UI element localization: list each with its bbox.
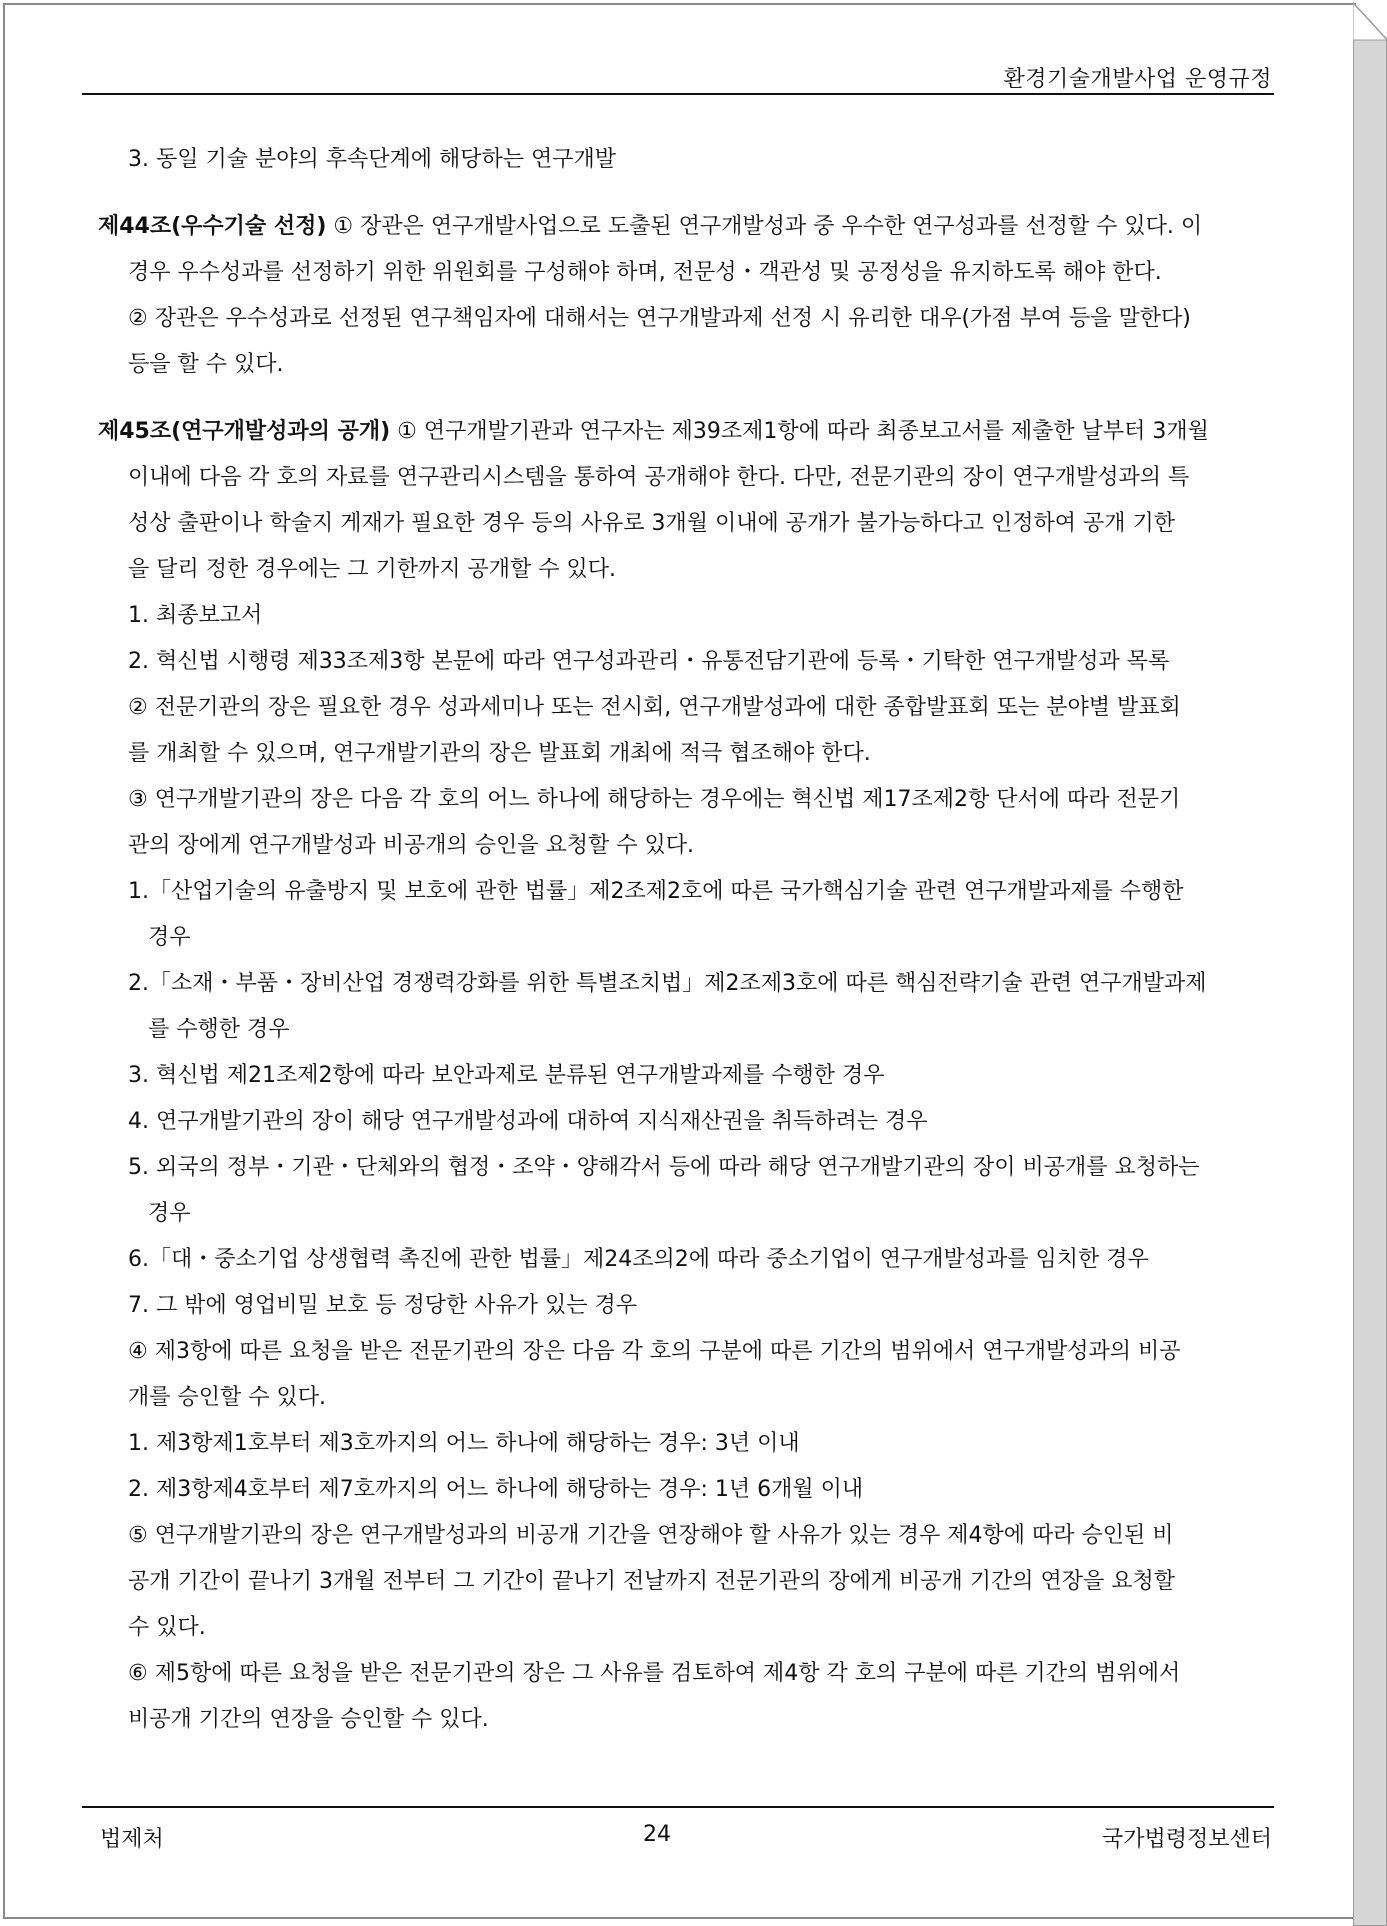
paragraph-line: ④ 제3항에 따른 요청을 받은 전문기관의 장은 다음 각 호의 구분에 따른 기간의 범위에서 연구개발성과의 비공 — [128, 1339, 1181, 1364]
paragraph-line: ⑥ 제5항에 따른 요청을 받은 전문기관의 장은 그 사유를 검토하여 제4항 각 호의 구분에 따른 기간의 범위에서 — [128, 1661, 1181, 1686]
document-header-title: 환경기술개발사업 운영규정 — [1003, 67, 1272, 92]
paragraph-line: 비공개 기간의 연장을 승인할 수 있다. — [128, 1707, 489, 1732]
page-number: 24 — [643, 1822, 671, 1847]
article-44 — [100, 204, 1280, 250]
footer-source: 국가법령정보센터 — [1101, 1827, 1272, 1852]
item-line: 경우 — [148, 1201, 191, 1226]
item-line: 3. 동일 기술 분야의 후속단계에 해당하는 연구개발 — [128, 147, 616, 172]
article-title: 제44조(우수기술 선정) — [98, 214, 327, 239]
paragraph-line: 를 개최할 수 있으며, 연구개발기관의 장은 발표회 개최에 적극 협조해야 한다. — [128, 741, 871, 766]
paragraph-line: ⑤ 연구개발기관의 장은 연구개발성과의 비공개 기간을 연장해야 할 사유가 있는 경우 제4항에 따라 승인된 비 — [128, 1523, 1174, 1548]
page-curl-edge — [1353, 0, 1387, 1926]
footer-publisher: 법제처 — [100, 1827, 164, 1852]
paragraph-line: 성상 출판이나 학술지 게재가 필요한 경우 등의 사유로 3개월 이내에 공개가 불가능하다고 인정하여 공개 기한 — [128, 511, 1175, 536]
item-line: 4. 연구개발기관의 장이 해당 연구개발성과에 대하여 지식재산권을 취득하려는 경우 — [128, 1109, 928, 1134]
paragraph-line: ② 전문기관의 장은 필요한 경우 성과세미나 또는 전시회, 연구개발성과에 대한 종합발표회 또는 분야별 발표회 — [128, 695, 1181, 720]
paragraph-line: 공개 기간이 끝나기 3개월 전부터 그 기간이 끝나기 전날까지 전문기관의 장에게 비공개 기간의 연장을 요청할 — [128, 1569, 1175, 1594]
paragraph-line: 관의 장에게 연구개발성과 비공개의 승인을 요청할 수 있다. — [128, 833, 694, 858]
item-line: 7. 그 밖에 영업비밀 보호 등 정당한 사유가 있는 경우 — [128, 1293, 637, 1318]
paragraph-line: 개를 승인할 수 있다. — [128, 1385, 326, 1410]
article-45 — [100, 409, 1280, 455]
article-title: 제45조(연구개발성과의 공개) — [98, 419, 391, 444]
item-line: 3. 혁신법 제21조제2항에 따라 보안과제로 분류된 연구개발과제를 수행한 경우 — [128, 1063, 885, 1088]
item-line: 2. 제3항제4호부터 제7호까지의 어느 하나에 해당하는 경우: 1년 6개월 이내 — [128, 1477, 864, 1502]
header-divider — [82, 93, 1274, 95]
item-line: 5. 외국의 정부・기관・단체와의 협정・조약・양해각서 등에 따라 해당 연구개발기관의 장이 비공개를 요청하는 — [128, 1155, 1200, 1180]
footer-divider — [82, 1806, 1274, 1808]
item-line: 1. 제3항제1호부터 제3호까지의 어느 하나에 해당하는 경우: 3년 이내 — [128, 1431, 800, 1456]
paragraph-line: ③ 연구개발기관의 장은 다음 각 호의 어느 하나에 해당하는 경우에는 혁신법 제17조제2항 단서에 따라 전문기 — [128, 787, 1181, 812]
item-line: 1.「산업기술의 유출방지 및 보호에 관한 법률」제2조제2호에 따른 국가핵심기술 관련 연구개발과제를 수행한 — [128, 879, 1184, 904]
article-text: ① 장관은 연구개발사업으로 도출된 연구개발성과 중 우수한 연구성과를 선정할 수 있다. 이 — [326, 214, 1203, 239]
paragraph-line: 등을 할 수 있다. — [128, 352, 284, 377]
paragraph-line: 경우 우수성과를 선정하기 위한 위원회를 구성해야 하며, 전문성・객관성 및 공정성을 유지하도록 해야 한다. — [128, 260, 1162, 285]
item-line: 2. 혁신법 시행령 제33조제3항 본문에 따라 연구성과관리・유통전담기관에 등록・기탁한 연구개발성과 목록 — [128, 649, 1170, 674]
paragraph-line: 을 달리 정한 경우에는 그 기한까지 공개할 수 있다. — [128, 557, 616, 582]
article-text: ① 연구개발기관과 연구자는 제39조제1항에 따라 최종보고서를 제출한 날부터 3개월 — [390, 419, 1209, 444]
item-line: 1. 최종보고서 — [128, 603, 263, 628]
document-body — [100, 137, 1280, 1743]
paragraph-line: 수 있다. — [128, 1615, 206, 1640]
item-line: 를 수행한 경우 — [148, 1017, 290, 1042]
paragraph-line: 이내에 다음 각 호의 자료를 연구관리시스템을 통하여 공개해야 한다. 다만, 전문기관의 장이 연구개발성과의 특 — [128, 465, 1190, 490]
item-line: 2.「소재・부품・장비산업 경쟁력강화를 위한 특별조치법」제2조제3호에 따른 핵심전략기술 관련 연구개발과제 — [128, 971, 1207, 996]
item-line: 6.「대・중소기업 상생협력 촉진에 관한 법률」제24조의2에 따라 중소기업이 연구개발성과를 임치한 경우 — [128, 1247, 1149, 1272]
item-line: 경우 — [148, 925, 191, 950]
paragraph-line: ② 장관은 우수성과로 선정된 연구책임자에 대해서는 연구개발과제 선정 시 유리한 대우(가점 부여 등을 말한다) — [128, 306, 1191, 331]
